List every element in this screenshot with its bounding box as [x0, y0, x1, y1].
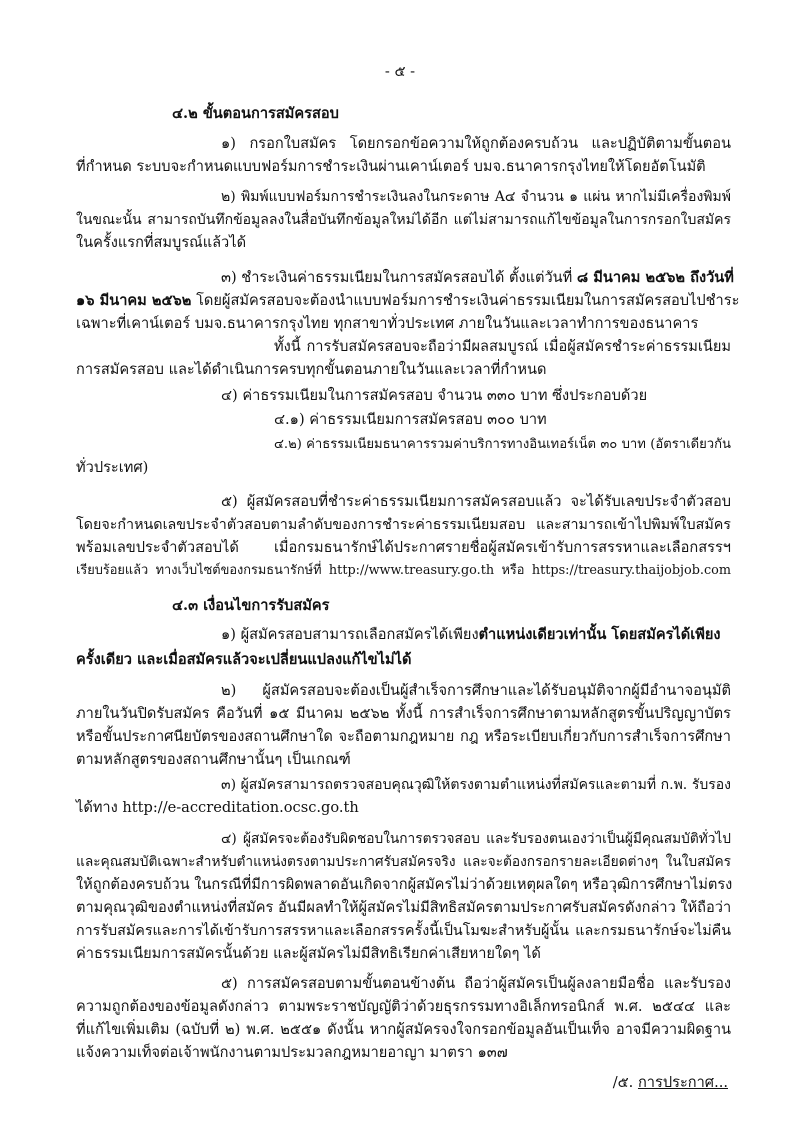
page-number: - ๕ -	[384, 63, 416, 80]
s42-p2-line3: ในครั้งแรกที่สมบูรณ์แล้วได้	[76, 234, 247, 251]
s43-c4-line2: และคุณสมบัติเฉพาะสำหรับตำแหน่งตรงตามประกาศรับสมัครจริง และจะต้องกรอกรายละเอียดต่างๆ ในใบสมัคร	[76, 854, 731, 870]
s43-c4-line6: ค่าธรรมเนียมการสมัครนั้นด้วย และผู้สมัครไม่มีสิทธิเรียกค่าเสียหายใดๆ ได้	[76, 945, 541, 962]
s43-c2-line4: ตามหลักสูตรของสถานศึกษานั้นๆ เป็นเกณฑ์	[76, 751, 351, 768]
s43-c4-line5: การรับสมัครและการได้เข้ารับการสรรหาและเลือกสรรครั้งนี้เป็นโมฆะสำหรับผู้นั้น และกรมธนารักษ์จะไม่คืน	[76, 923, 731, 939]
s42-p4: ๔) ค่าธรรมเนียมในการสมัครสอบ จำนวน ๓๓๐ บาท ซึ่งประกอบด้วย	[221, 387, 648, 404]
s43-c1-text: ๑) ผู้สมัครสอบสามารถเลือกสมัครได้เพียง	[221, 626, 479, 643]
s42-p2-line1: ๒) พิมพ์แบบฟอร์มการชำระเงินลงในกระดาษ A๔ จำนวน ๑ แผ่น หากไม่มีเครื่องพิมพ์	[221, 189, 731, 205]
s42-p3-line1	[221, 268, 734, 288]
s43-c5-line1: ๕) การสมัครสอบตามขั้นตอนข้างต้น ถือว่าผู้สมัครเป็นผู้ลงลายมือชื่อ และรับรอง	[221, 975, 731, 992]
s42-p1-line2: ที่กำหนด ระบบจะกำหนดแบบฟอร์มการชำระเงินผ่านเคาน์เตอร์ บมจ.ธนาคารกรุงไทยให้โดยอัตโนมัติ	[76, 158, 706, 175]
s43-c5-line3: ที่แก้ไขเพิ่มเติม (ฉบับที่ ๒) พ.ศ. ๒๕๕๑ ดังนั้น หากผู้สมัครจงใจกรอกข้อมูลอันเป็นเท็จ อาจมีความผิดฐาน	[76, 1021, 731, 1038]
s43-c2-line3: หรือขั้นประกาศนียบัตรของสถานศึกษาใด จะถือตามกฎหมาย กฎ หรือระเบียบเกี่ยวกับการสำเร็จการศึกษา	[76, 728, 731, 745]
s43-c5-line4: แจ้งความเท็จต่อเจ้าพนักงานตามประมวลกฎหมายอาญา มาตรา ๑๓๗	[76, 1044, 508, 1061]
s43-c3-line1: ๓) ผู้สมัครสามารถตรวจสอบคุณวุฒิให้ตรงตามตำแหน่งที่สมัครและตามที่ ก.พ. รับรอง	[221, 777, 731, 793]
s42-p5-line2: โดยจะกำหนดเลขประจำตัวสอบตามลำดับของการชำระค่าธรรมเนียมสอบ และสามารถเข้าไปพิมพ์ใบสมัคร	[76, 517, 731, 533]
s42-p5-line1: ๕) ผู้สมัครสอบที่ชำระค่าธรรมเนียมการสมัครสอบแล้ว จะได้รับเลขประจำตัวสอบ	[221, 493, 731, 510]
s43-c5-line2: ความถูกต้องของข้อมูลดังกล่าว ตามพระราชบัญญัติว่าด้วยธุรกรรมทางอิเล็กทรอนิกส์ พ.ศ. ๒๕๔๔ และ	[76, 998, 731, 1015]
s42-p3-end-date: ๑๖ มีนาคม ๒๕๖๒	[76, 292, 192, 309]
s43-c2-line1: ๒) ผู้สมัครสอบจะต้องเป็นผู้สำเร็จการศึกษาและได้รับอนุมัติจากผู้มีอำนาจอนุมัติ	[221, 682, 731, 699]
s42-p4-2-line2: ทั่วประเทศ)	[76, 459, 149, 476]
s43-c4-line3: ให้ถูกต้องครบถ้วน ในกรณีที่มีการผิดพลาดอันเกิดจากผู้สมัครไม่ว่าด้วยเหตุผลใดๆ หรือวุฒิการศึกษาไม่ตรง	[76, 876, 733, 893]
s42-p5-line3: พร้อมเลขประจำตัวสอบได้ เมื่อกรมธนารักษ์ได้ประกาศรายชื่อผู้สมัครเข้ารับการสรรหาและเลือกสรรฯ	[76, 539, 731, 556]
s42-p3-start-date: ๘ มีนาคม ๒๕๖๒ ถึงวันที่	[576, 269, 734, 286]
s43-c4-line1: ๔) ผู้สมัครจะต้องรับผิดชอบในการตรวจสอบ และรับรองตนเองว่าเป็นผู้มีคุณสมบัติทั่วไป	[221, 831, 731, 847]
s42-p4-2-line1: ๔.๒) ค่าธรรมเนียมธนาคารรวมค่าบริการทางอินเทอร์เน็ต ๓๐ บาท (อัตราเดียวกัน	[274, 437, 731, 452]
s42-p3-text: ๓) ชำระเงินค่าธรรมเนียมในการสมัครสอบได้ ตั้งแต่วันที่	[221, 269, 573, 286]
s43-c3-line2: ได้ทาง http://e-accreditation.ocsc.go.th	[76, 799, 359, 816]
s43-c1-line1	[221, 625, 721, 645]
s42-p3-line3: เฉพาะที่เคาน์เตอร์ บมจ.ธนาคารกรุงไทย ทุกสาขาทั่วประเทศ ภายในวันและเวลาทำการของธนาคาร	[76, 315, 699, 332]
s42-p3-note-line1: ทั้งนี้ การรับสมัครสอบจะถือว่ามีผลสมบูรณ์ เมื่อผู้สมัครชำระค่าธรรมเนียม	[274, 338, 731, 355]
s42-p1-line1: ๑) กรอกใบสมัคร โดยกรอกข้อความให้ถูกต้องครบถ้วน และปฏิบัติตามขั้นตอน	[221, 135, 731, 152]
s42-p5-line4: เรียบร้อยแล้ว ทางเว็บไซต์ของกรมธนารักษ์ที่ http://www.treasury.go.th หรือ https://treasury.thaijobjob.com	[76, 563, 731, 578]
continuation-prefix: /๕.	[612, 1074, 638, 1091]
s43-c4-line4: ตามคุณวุฒิของตำแหน่งที่สมัคร อันมีผลทำให้ผู้สมัครไม่มีสิทธิสมัครตามประกาศรับสมัครดังกล่าว ให้ถือว่า	[76, 899, 732, 916]
section-4-2-heading: ๔.๒ ขั้นตอนการสมัครสอบ	[172, 105, 339, 122]
s42-p2-line2: ในขณะนั้น สามารถบันทึกข้อมูลลงในสื่อบันทึกข้อมูลใหม่ได้อีก แต่ไม่สามารถแก้ไขข้อมูลในการกรอกใบสมัคร	[76, 212, 731, 228]
s43-c2-line2: ภายในวันปิดรับสมัคร คือวันที่ ๑๕ มีนาคม ๒๕๖๒ ทั้งนี้ การสำเร็จการศึกษาตามหลักสูตรขั้นปริญญาบัตร	[76, 705, 731, 722]
s42-p4-1: ๔.๑) ค่าธรรมเนียมการสมัครสอบ ๓๐๐ บาท	[274, 411, 547, 428]
s42-p3-text-2: โดยผู้สมัครสอบจะต้องนำแบบฟอร์มการชำระเงินค่าธรรมเนียมในการสมัครสอบไปชำระ	[196, 292, 740, 309]
continuation-text: การประกาศ...	[637, 1074, 728, 1091]
continuation-marker	[613, 1073, 728, 1093]
s43-c1-emphasis: ตำแหน่งเดียวเท่านั้น โดยสมัครได้เพียง	[478, 626, 721, 643]
s43-c1-line2: ครั้งเดียว และเมื่อสมัครแล้วจะเปลี่ยนแปลงแก้ไขไม่ได้	[76, 651, 412, 668]
s42-p3-note-line2: การสมัครสอบ และได้ดำเนินการครบทุกขั้นตอนภายในวันและเวลาที่กำหนด	[76, 361, 547, 378]
s42-p3-line2	[76, 291, 739, 311]
section-4-3-heading: ๔.๓ เงื่อนไขการรับสมัคร	[172, 597, 330, 614]
